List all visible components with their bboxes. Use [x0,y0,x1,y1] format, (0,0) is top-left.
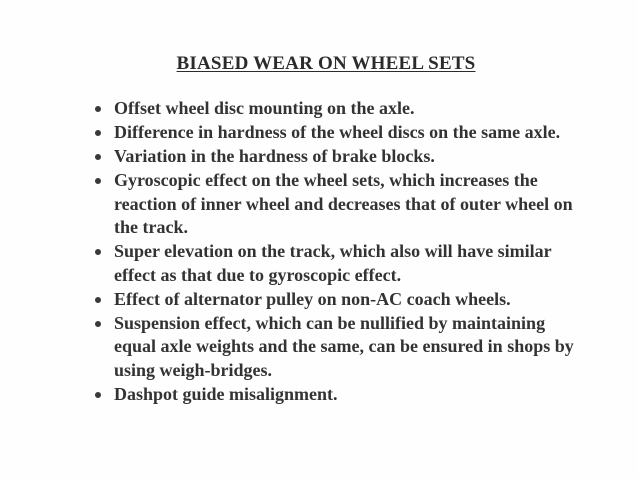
list-item [88,145,578,169]
bullet-icon [95,321,101,327]
list-item [88,288,578,312]
list-item-text: Dashpot guide misalignment. [114,383,338,404]
bullet-icon [95,392,101,398]
list-item [88,169,578,240]
bullet-icon [95,154,101,160]
bullet-icon [95,297,101,303]
bullet-icon [95,130,101,136]
list-item-text: Super elevation on the track, which also will have similar effect as that due to gyroscopic effect. [114,241,552,285]
list-item-text: Effect of alternator pulley on non-AC coach wheels. [114,288,511,309]
document-title: BIASED WEAR ON WHEEL SETS [176,53,476,74]
list-item-text: Gyroscopic effect on the wheel sets, which increases the reaction of inner wheel and decreases that of outer wheel on the track. [114,170,573,237]
list-item [88,383,578,407]
list-item [88,121,578,145]
bullet-list [88,97,578,407]
list-item [88,240,578,287]
list-item [88,97,578,121]
list-item-text: Offset wheel disc mounting on the axle. [114,98,415,118]
bullet-icon [95,106,101,112]
bullet-icon [95,178,101,184]
list-item-text: Variation in the hardness of brake blocks. [114,146,435,166]
list-item-text: Suspension effect, which can be nullified by maintaining equal axle weights and the same, can be ensured in shops by using weigh-bridges. [114,312,574,380]
list-item-text: Difference in hardness of the wheel discs on the same axle. [114,122,561,142]
list-item [88,312,578,383]
bullet-icon [95,249,101,255]
